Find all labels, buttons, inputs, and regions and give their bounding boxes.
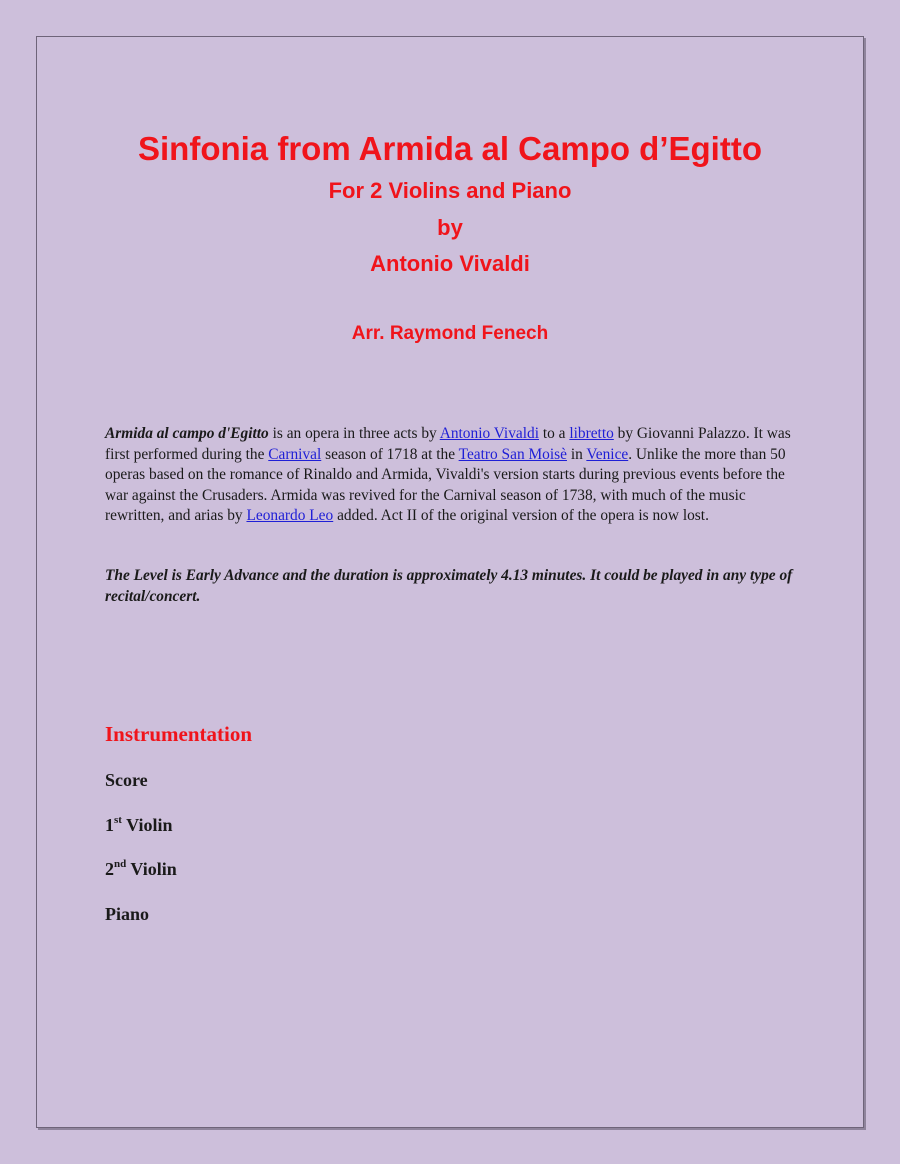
instrument-label: Violin	[121, 815, 173, 835]
description-text: by Giovanni Palazzo. It was first performed during the	[105, 425, 791, 463]
level-note: The Level is Early Advance and the duration is approximately 4.13 minutes. It could be played in any type of recital/concert.	[105, 567, 793, 605]
composer-name: Antonio Vivaldi	[370, 251, 530, 276]
opera-description	[105, 424, 805, 527]
link-teatro-san-moise[interactable]: Teatro San Moisè	[458, 445, 567, 463]
description-text: in	[566, 445, 587, 463]
link-antonio-vivaldi[interactable]: Antonio Vivaldi	[439, 425, 539, 442]
opera-title: Armida al campo d'Egitto	[105, 425, 269, 442]
instrument-number: 2	[105, 859, 114, 879]
link-carnival[interactable]: Carnival	[268, 445, 322, 463]
description-text: is an opera in three acts by	[268, 425, 440, 442]
link-libretto[interactable]: libretto	[569, 425, 614, 442]
by-line: by	[437, 215, 463, 240]
instrument-violin-1	[105, 815, 172, 836]
description-text: to a	[538, 425, 570, 442]
instrument-label: Violin	[126, 859, 177, 879]
instrument-score: Score	[105, 770, 148, 790]
link-leonardo-leo[interactable]: Leonardo Leo	[246, 507, 334, 524]
page-subtitle: For 2 Violins and Piano	[328, 178, 572, 203]
description-text: . Unlike the more than 50 operas based on the romance of Rinaldo and Armida, Vivaldi's version starts during previous events before the war against the Crusaders. Armida was revived for the Carnival season of 1738, with much of the music rewritten, and arias by	[105, 445, 786, 524]
ordinal-suffix: nd	[114, 858, 127, 870]
instrument-violin-2	[105, 859, 177, 880]
description-text: season of 1718 at the	[321, 445, 459, 463]
arranger-credit: Arr. Raymond Fenech	[351, 323, 549, 344]
ordinal-suffix: st	[114, 814, 122, 826]
instrument-piano: Piano	[105, 904, 150, 924]
description-text: added. Act II of the original version of the opera is now lost.	[333, 507, 709, 524]
page-title: Sinfonia from Armida al Campo d’Egitto	[138, 130, 762, 167]
instrument-number: 1	[105, 815, 114, 835]
link-venice[interactable]: Venice	[586, 445, 629, 463]
instrumentation-heading: Instrumentation	[105, 722, 253, 746]
